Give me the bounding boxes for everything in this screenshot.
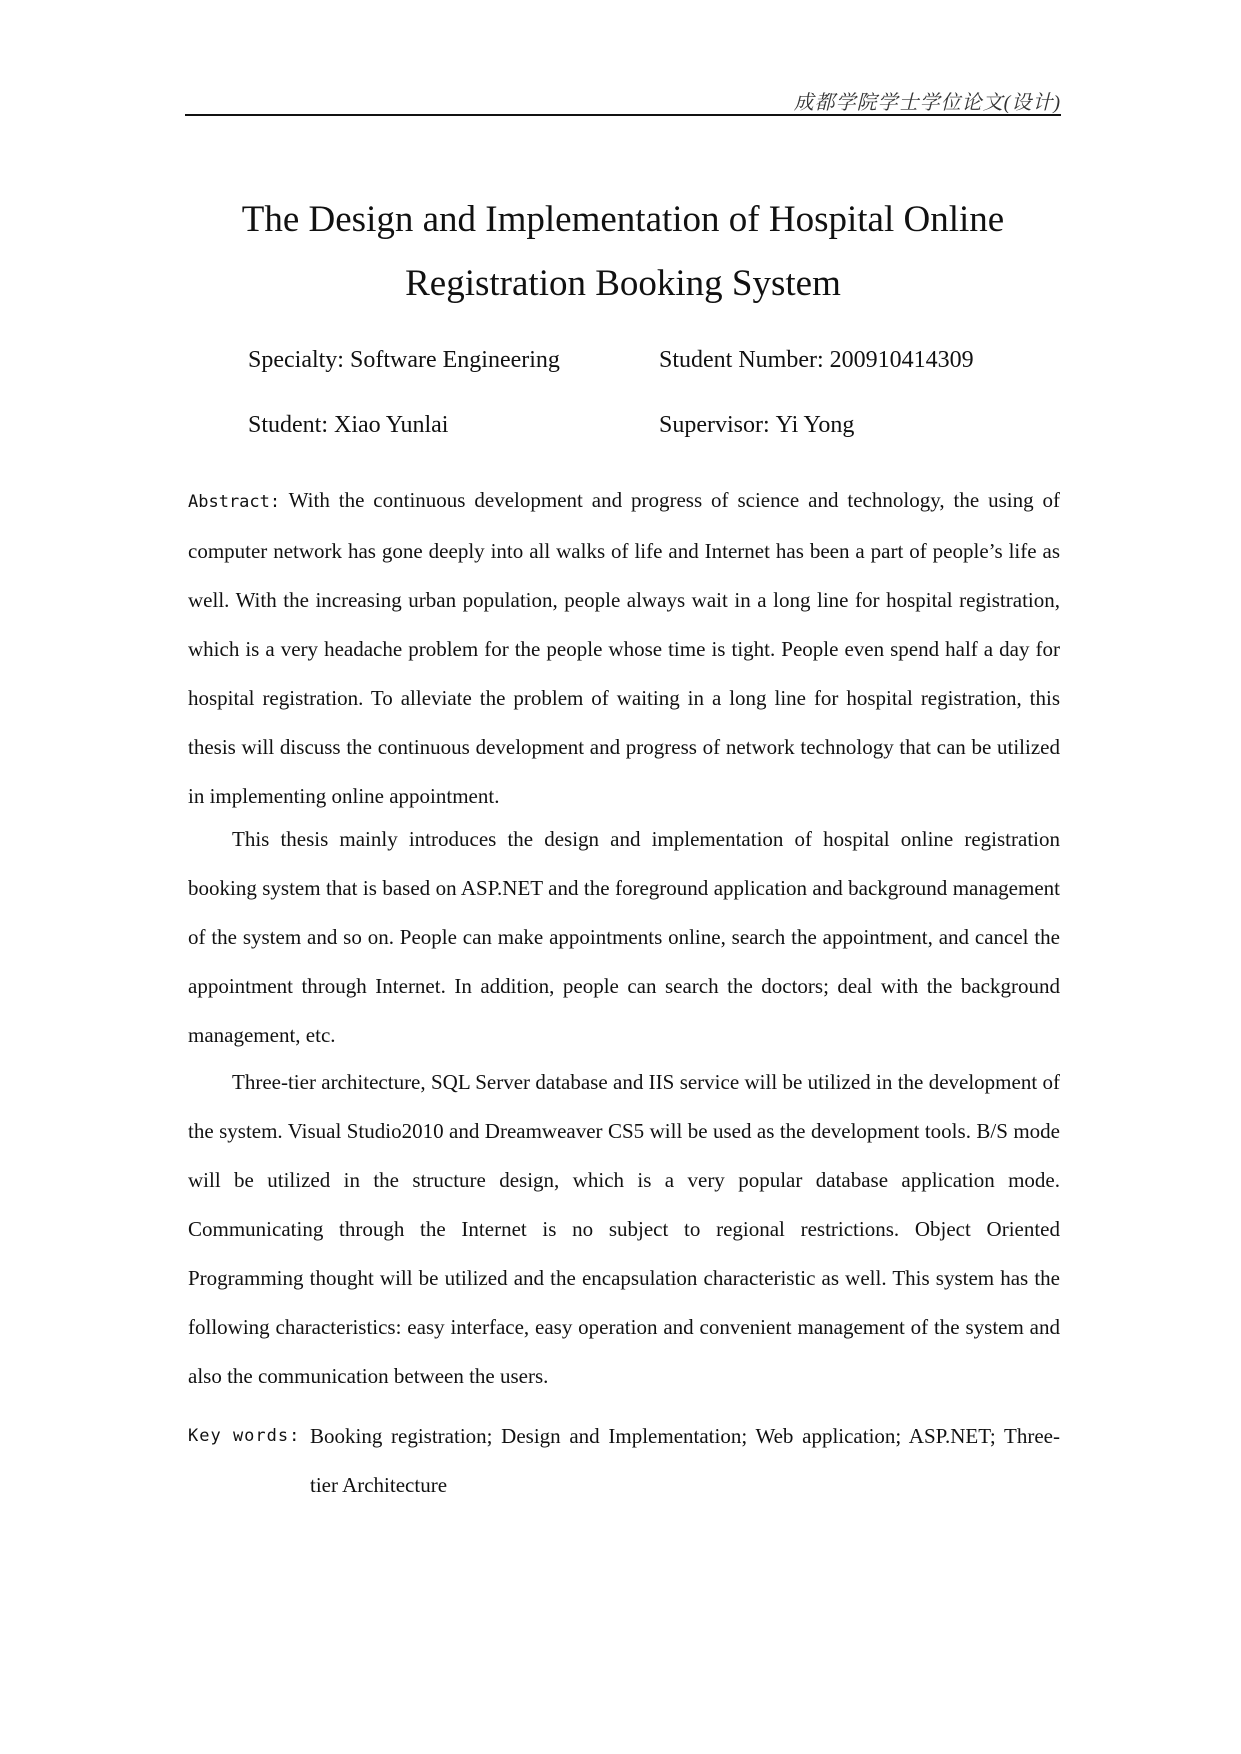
- student-value: Xiao Yunlai: [334, 412, 449, 438]
- abstract-label: Abstract:: [188, 492, 281, 512]
- student-number-label: Student Number:: [659, 347, 824, 373]
- title-line-1: The Design and Implementation of Hospital Online: [241, 199, 1005, 240]
- keywords-label: Key words:: [188, 1426, 301, 1446]
- student-field: [248, 410, 448, 440]
- header-rule: [185, 114, 1061, 116]
- supervisor-field: [659, 410, 854, 440]
- supervisor-label: Supervisor:: [659, 412, 770, 438]
- running-header: 成都学院学士学位论文(设计): [793, 92, 1061, 114]
- title-line-2: Registration Booking System: [405, 263, 841, 304]
- specialty-label: Specialty:: [248, 347, 344, 373]
- abstract-paragraph-1: [188, 476, 1060, 821]
- abstract-paragraph-2: This thesis mainly introduces the design and implementation of hospital online registration booking system that is based on ASP.NET and the foreground application and background management of the system and so on. People can make appointments online, search the appointment, and cancel the appointment through Internet. In addition, people can search the doctors; deal with the background management, etc.: [188, 827, 1060, 1047]
- student-number-field: [659, 345, 974, 375]
- keywords-list: Booking registration; Design and Implementation; Web application; ASP.NET; Three-tier Architecture: [310, 1424, 1060, 1497]
- specialty-value: Software Engineering: [349, 347, 560, 373]
- keywords: [188, 1412, 1060, 1510]
- paper-title: [185, 188, 1061, 316]
- student-number-value: 200910414309: [829, 347, 974, 373]
- specialty-field: [248, 345, 560, 375]
- student-label: Student:: [248, 412, 329, 438]
- abstract-paragraph-3: Three-tier architecture, SQL Server database and IIS service will be utilized in the development of the system. Visual Studio2010 and Dreamweaver CS5 will be used as the development tools. B/S mode will be utilized in the structure design, which is a very popular database application mode. Communicating through the Internet is no subject to regional restrictions. Object Oriented Programming thought will be utilized and the encapsulation characteristic as well. This system has the following characteristics: easy interface, easy operation and convenient management of the system and also the communication between the users.: [188, 1070, 1060, 1388]
- abstract-paragraph-1-text: With the continuous development and progress of science and technology, the using of computer network has gone deeply into all walks of life and Internet has been a part of people’s life as well. With the increasing urban population, people always wait in a long line for hospital registration, which is a very headache problem for the people whose time is tight. People even spend half a day for hospital registration. To alleviate the problem of waiting in a long line for hospital registration, this thesis will discuss the continuous development and progress of network technology that can be utilized in implementing online appointment.: [188, 488, 1060, 808]
- supervisor-value: Yi Yong: [775, 412, 855, 438]
